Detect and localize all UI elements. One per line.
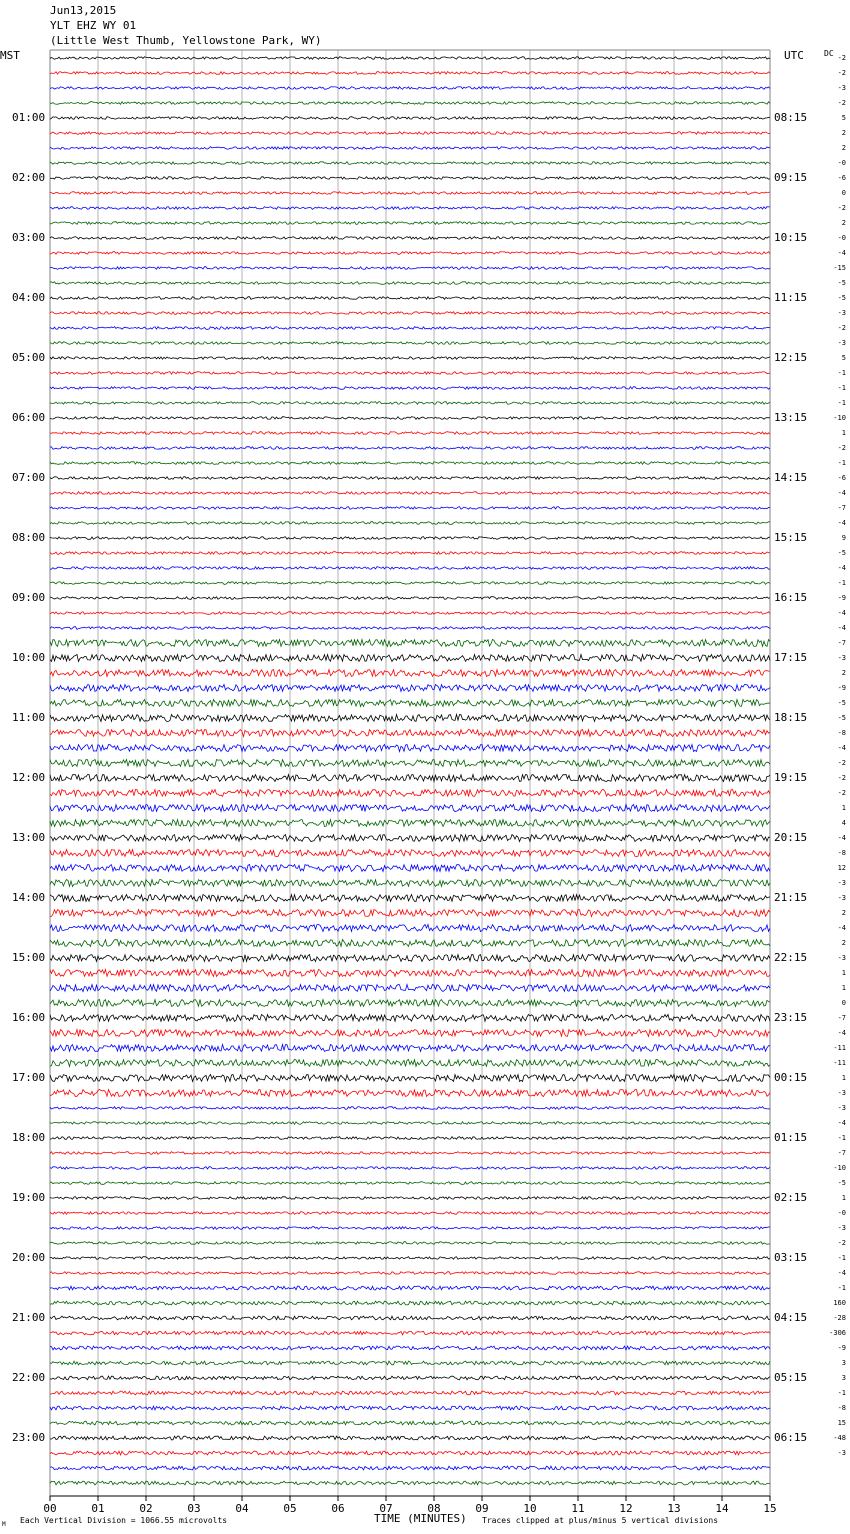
left-hour-label: 13:00 xyxy=(12,831,46,844)
dc-offset-label: -4 xyxy=(837,924,846,932)
trace-row-36 xyxy=(50,597,770,600)
trace-row-37 xyxy=(50,612,770,615)
dc-offset-label: -5 xyxy=(837,279,846,287)
trace-row-83 xyxy=(50,1301,770,1305)
trace-row-90 xyxy=(50,1406,770,1410)
right-hour-label: 20:15 xyxy=(774,831,808,844)
dc-offset-label: -2 xyxy=(837,789,846,797)
dc-offset-label: -48 xyxy=(833,1434,846,1442)
trace-row-63 xyxy=(50,1000,770,1007)
x-tick-label: 06 xyxy=(331,1502,345,1515)
date-label: Jun13,2015 xyxy=(50,4,117,17)
dc-offset-label: 15 xyxy=(837,1419,846,1427)
dc-offset-label: -3 xyxy=(837,309,846,317)
left-hour-label: 14:00 xyxy=(12,891,46,904)
trace-row-70 xyxy=(50,1107,770,1110)
trace-row-64 xyxy=(50,1015,770,1022)
dc-offset-label: -4 xyxy=(837,1029,846,1037)
right-hour-label: 12:15 xyxy=(774,351,808,364)
dc-offset-label: -3 xyxy=(837,1104,846,1112)
trace-row-14 xyxy=(50,267,770,270)
left-hour-label: 16:00 xyxy=(12,1011,46,1024)
trace-row-84 xyxy=(50,1316,770,1320)
right-hour-label: 22:15 xyxy=(774,951,808,964)
right-hour-label: 21:15 xyxy=(774,891,808,904)
dc-offset-label: -3 xyxy=(837,84,846,92)
left-timezone-label: MST xyxy=(0,49,20,62)
trace-row-20 xyxy=(50,357,770,360)
trace-row-74 xyxy=(50,1167,770,1170)
dc-offset-label: -3 xyxy=(837,1224,846,1232)
dc-offset-label: -6 xyxy=(837,474,846,482)
trace-row-35 xyxy=(50,582,770,585)
dc-offset-label: 0 xyxy=(841,999,846,1007)
trace-rows xyxy=(50,57,770,1485)
dc-offset-label: -4 xyxy=(837,489,846,497)
x-tick-label: 10 xyxy=(523,1502,537,1515)
right-hour-label: 10:15 xyxy=(774,231,808,244)
x-tick-label: 02 xyxy=(139,1502,153,1515)
left-hour-label: 01:00 xyxy=(12,111,46,124)
right-timezone-label: UTC xyxy=(784,49,804,62)
dc-offset-label: -2 xyxy=(837,54,846,62)
trace-row-40 xyxy=(50,655,770,662)
trace-row-73 xyxy=(50,1152,770,1155)
right-hour-label: 03:15 xyxy=(774,1251,808,1264)
dc-offset-label: 1 xyxy=(841,969,846,977)
dc-offset-label: -2 xyxy=(837,444,846,452)
left-hour-label: 02:00 xyxy=(12,171,46,184)
trace-row-34 xyxy=(50,567,770,570)
trace-row-51 xyxy=(50,820,770,827)
dc-offset-label: -8 xyxy=(837,1404,846,1412)
trace-row-41 xyxy=(50,670,770,677)
trace-row-33 xyxy=(50,552,770,555)
trace-row-71 xyxy=(50,1122,770,1125)
trace-row-2 xyxy=(50,87,770,90)
trace-row-13 xyxy=(50,252,770,255)
left-hour-label: 09:00 xyxy=(12,591,46,604)
trace-row-58 xyxy=(50,925,770,932)
trace-row-52 xyxy=(50,835,770,842)
trace-row-65 xyxy=(50,1030,770,1037)
trace-row-39 xyxy=(50,640,770,647)
x-tick-label: 00 xyxy=(43,1502,57,1515)
trace-row-23 xyxy=(50,402,770,405)
x-tick-label: 08 xyxy=(427,1502,441,1515)
dc-offset-label: 2 xyxy=(841,939,846,947)
dc-offset-label: 1 xyxy=(841,1194,846,1202)
trace-row-16 xyxy=(50,297,770,300)
trace-row-10 xyxy=(50,207,770,210)
dc-offset-label: -3 xyxy=(837,954,846,962)
dc-offset-label: -6 xyxy=(837,174,846,182)
trace-row-38 xyxy=(50,627,770,630)
dc-offset-label: -3 xyxy=(837,1089,846,1097)
trace-row-56 xyxy=(50,895,770,902)
trace-row-54 xyxy=(50,865,770,872)
left-hour-label: 11:00 xyxy=(12,711,46,724)
trace-row-61 xyxy=(50,970,770,977)
dc-offset-label: -4 xyxy=(837,744,846,752)
trace-row-93 xyxy=(50,1451,770,1455)
dc-offset-label: -2 xyxy=(837,69,846,77)
trace-row-95 xyxy=(50,1481,770,1485)
trace-row-68 xyxy=(50,1075,770,1082)
trace-row-82 xyxy=(50,1286,770,1290)
clip-note: Traces clipped at plus/minus 5 vertical divisions xyxy=(482,1516,719,1525)
left-hour-label: 22:00 xyxy=(12,1371,46,1384)
dc-offset-label: -5 xyxy=(837,714,846,722)
dc-offset-label: -7 xyxy=(837,1149,846,1157)
trace-row-47 xyxy=(50,760,770,767)
dc-offset-label: -3 xyxy=(837,879,846,887)
trace-row-87 xyxy=(50,1361,770,1365)
trace-row-4 xyxy=(50,117,770,120)
dc-offset-label: -0 xyxy=(837,159,846,167)
dc-offset-label: 0 xyxy=(841,189,846,197)
dc-offset-label: -3 xyxy=(837,339,846,347)
trace-row-44 xyxy=(50,715,770,722)
x-tick-label: 04 xyxy=(235,1502,249,1515)
dc-offset-label: 12 xyxy=(837,864,846,872)
dc-label: DC xyxy=(824,49,834,58)
trace-row-12 xyxy=(50,237,770,240)
x-tick-label: 09 xyxy=(475,1502,489,1515)
trace-row-27 xyxy=(50,462,770,465)
trace-row-25 xyxy=(50,432,770,435)
left-hour-label: 20:00 xyxy=(12,1251,46,1264)
left-hour-label: 18:00 xyxy=(12,1131,46,1144)
dc-offset-label: 1 xyxy=(841,1074,846,1082)
trace-row-59 xyxy=(50,940,770,947)
right-hour-label: 23:15 xyxy=(774,1011,808,1024)
trace-row-9 xyxy=(50,192,770,195)
trace-row-89 xyxy=(50,1391,770,1395)
dc-offset-label: -10 xyxy=(833,1164,846,1172)
dc-offset-label: -1 xyxy=(837,1134,846,1142)
dc-offset-label: 1 xyxy=(841,429,846,437)
dc-offset-label: -2 xyxy=(837,99,846,107)
trace-row-92 xyxy=(50,1436,770,1440)
x-tick-label: 03 xyxy=(187,1502,201,1515)
dc-offset-label: 3 xyxy=(841,1374,846,1382)
trace-row-85 xyxy=(50,1331,770,1335)
trace-row-28 xyxy=(50,477,770,480)
dc-offset-label: -9 xyxy=(837,1344,846,1352)
dc-offset-label: -3 xyxy=(837,654,846,662)
trace-row-49 xyxy=(50,790,770,797)
right-hour-label: 00:15 xyxy=(774,1071,808,1084)
right-hour-label: 14:15 xyxy=(774,471,808,484)
dc-offset-label: -1 xyxy=(837,369,846,377)
left-hour-label: 08:00 xyxy=(12,531,46,544)
trace-row-45 xyxy=(50,730,770,737)
dc-offset-label: 2 xyxy=(841,129,846,137)
trace-row-77 xyxy=(50,1212,770,1215)
trace-row-53 xyxy=(50,850,770,857)
trace-row-75 xyxy=(50,1182,770,1185)
right-hour-label: 05:15 xyxy=(774,1371,808,1384)
station-label: YLT EHZ WY 01 xyxy=(50,19,137,32)
trace-row-17 xyxy=(50,312,770,315)
dc-offset-label: 2 xyxy=(841,669,846,677)
dc-offset-label: 5 xyxy=(841,354,846,362)
right-hour-label: 19:15 xyxy=(774,771,808,784)
trace-row-18 xyxy=(50,327,770,330)
right-hour-label: 13:15 xyxy=(774,411,808,424)
dc-offset-label: -9 xyxy=(837,594,846,602)
dc-offset-label: 2 xyxy=(841,219,846,227)
left-hour-label: 23:00 xyxy=(12,1431,46,1444)
left-hour-label: 06:00 xyxy=(12,411,46,424)
dc-offset-label: -8 xyxy=(837,729,846,737)
trace-row-66 xyxy=(50,1045,770,1052)
right-hour-label: 15:15 xyxy=(774,531,808,544)
x-tick-label: 05 xyxy=(283,1502,297,1515)
trace-row-42 xyxy=(50,685,770,692)
dc-offset-label: 5 xyxy=(841,114,846,122)
dc-offset-label: -4 xyxy=(837,249,846,257)
trace-row-48 xyxy=(50,775,770,782)
dc-offset-label: -306 xyxy=(829,1329,846,1337)
right-hour-label: 17:15 xyxy=(774,651,808,664)
trace-row-0 xyxy=(50,57,770,60)
dc-offset-label: 1 xyxy=(841,804,846,812)
x-tick-label: 11 xyxy=(571,1502,585,1515)
trace-row-43 xyxy=(50,700,770,707)
trace-row-50 xyxy=(50,805,770,812)
dc-offset-label: -2 xyxy=(837,774,846,782)
trace-row-22 xyxy=(50,387,770,390)
dc-offset-label: -7 xyxy=(837,1014,846,1022)
dc-offset-label: -11 xyxy=(833,1044,846,1052)
dc-offset-label: -4 xyxy=(837,624,846,632)
dc-offset-label: -3 xyxy=(837,1449,846,1457)
left-hour-label: 12:00 xyxy=(12,771,46,784)
trace-row-86 xyxy=(50,1346,770,1350)
x-tick-label: 15 xyxy=(763,1502,777,1515)
dc-offset-label: 3 xyxy=(841,1359,846,1367)
trace-row-8 xyxy=(50,177,770,180)
trace-row-15 xyxy=(50,282,770,285)
trace-row-62 xyxy=(50,985,770,992)
dc-offset-label: -7 xyxy=(837,639,846,647)
trace-row-5 xyxy=(50,132,770,135)
trace-row-79 xyxy=(50,1242,770,1245)
dc-offset-label: -8 xyxy=(837,849,846,857)
right-hour-label: 16:15 xyxy=(774,591,808,604)
dc-offset-label: 4 xyxy=(841,819,846,827)
dc-offset-label: -1 xyxy=(837,1284,846,1292)
dc-offset-label: -7 xyxy=(837,504,846,512)
trace-row-3 xyxy=(50,102,770,105)
dc-offset-label: -1 xyxy=(837,459,846,467)
dc-offset-label: -2 xyxy=(837,759,846,767)
trace-row-55 xyxy=(50,880,770,887)
trace-row-26 xyxy=(50,447,770,450)
right-hour-label: 11:15 xyxy=(774,291,808,304)
dc-offset-label: -28 xyxy=(833,1314,846,1322)
dc-offset-label: -11 xyxy=(833,1059,846,1067)
dc-offset-label: -5 xyxy=(837,549,846,557)
x-tick-label: 12 xyxy=(619,1502,633,1515)
right-hour-label: 18:15 xyxy=(774,711,808,724)
dc-offset-label: -1 xyxy=(837,399,846,407)
x-tick-label: 13 xyxy=(667,1502,681,1515)
trace-row-11 xyxy=(50,222,770,225)
trace-row-46 xyxy=(50,745,770,752)
dc-offset-label: -15 xyxy=(833,264,846,272)
dc-offset-label: -4 xyxy=(837,1269,846,1277)
dc-offset-label: -1 xyxy=(837,1389,846,1397)
left-hour-label: 03:00 xyxy=(12,231,46,244)
left-hour-label: 17:00 xyxy=(12,1071,46,1084)
trace-row-30 xyxy=(50,507,770,510)
trace-row-88 xyxy=(50,1376,770,1380)
dc-offset-label: 9 xyxy=(841,534,846,542)
x-tick-label: 07 xyxy=(379,1502,393,1515)
right-hour-label: 06:15 xyxy=(774,1431,808,1444)
dc-offset-label: -2 xyxy=(837,324,846,332)
dc-offset-label: 2 xyxy=(841,909,846,917)
right-hour-label: 01:15 xyxy=(774,1131,808,1144)
right-hour-label: 02:15 xyxy=(774,1191,808,1204)
dc-offset-label: 160 xyxy=(833,1299,846,1307)
trace-row-78 xyxy=(50,1227,770,1230)
dc-offset-label: -4 xyxy=(837,564,846,572)
trace-row-21 xyxy=(50,372,770,375)
trace-row-7 xyxy=(50,162,770,165)
x-tick-label: 14 xyxy=(715,1502,729,1515)
dc-offset-label: -1 xyxy=(837,1254,846,1262)
left-hour-label: 07:00 xyxy=(12,471,46,484)
left-hour-label: 15:00 xyxy=(12,951,46,964)
trace-row-72 xyxy=(50,1137,770,1140)
footer-left-mark: M xyxy=(2,1521,6,1528)
dc-offset-label: -5 xyxy=(837,699,846,707)
location-label: (Little West Thumb, Yellowstone Park, WY) xyxy=(50,34,322,47)
trace-row-24 xyxy=(50,417,770,420)
x-axis-title: TIME (MINUTES) xyxy=(374,1512,467,1525)
dc-offset-label: -4 xyxy=(837,1119,846,1127)
dc-offset-label: -2 xyxy=(837,1239,846,1247)
trace-row-19 xyxy=(50,342,770,345)
dc-offset-label: -2 xyxy=(837,204,846,212)
dc-offset-label: -5 xyxy=(837,294,846,302)
dc-offset-label: -1 xyxy=(837,579,846,587)
trace-row-57 xyxy=(50,910,770,917)
trace-row-67 xyxy=(50,1060,770,1067)
trace-row-6 xyxy=(50,147,770,150)
left-hour-label: 19:00 xyxy=(12,1191,46,1204)
left-hour-label: 05:00 xyxy=(12,351,46,364)
trace-row-76 xyxy=(50,1197,770,1200)
dc-offset-label: -10 xyxy=(833,414,846,422)
right-hour-label: 04:15 xyxy=(774,1311,808,1324)
dc-offset-label: 1 xyxy=(841,984,846,992)
dc-offset-label: -4 xyxy=(837,834,846,842)
dc-offset-label: -0 xyxy=(837,1209,846,1217)
trace-row-69 xyxy=(50,1090,770,1097)
dc-offset-label: -4 xyxy=(837,609,846,617)
dc-offset-label: -3 xyxy=(837,894,846,902)
trace-row-80 xyxy=(50,1257,770,1260)
left-hour-label: 21:00 xyxy=(12,1311,46,1324)
dc-offset-label: -9 xyxy=(837,684,846,692)
dc-offset-label: -5 xyxy=(837,1179,846,1187)
trace-row-32 xyxy=(50,537,770,540)
left-hour-label: 10:00 xyxy=(12,651,46,664)
right-hour-label: 09:15 xyxy=(774,171,808,184)
trace-row-81 xyxy=(50,1272,770,1275)
trace-row-91 xyxy=(50,1421,770,1425)
dc-offset-label: -4 xyxy=(837,519,846,527)
left-hour-label: 04:00 xyxy=(12,291,46,304)
x-tick-label: 01 xyxy=(91,1502,105,1515)
scale-note: Each Vertical Division = 1066.55 microvolts xyxy=(20,1516,228,1525)
dc-offset-label: 2 xyxy=(841,144,846,152)
trace-row-1 xyxy=(50,72,770,75)
right-hour-label: 08:15 xyxy=(774,111,808,124)
trace-row-60 xyxy=(50,955,770,962)
trace-row-29 xyxy=(50,492,770,495)
trace-row-31 xyxy=(50,522,770,525)
dc-offset-label: -0 xyxy=(837,234,846,242)
trace-row-94 xyxy=(50,1466,770,1470)
dc-offset-label: -1 xyxy=(837,384,846,392)
